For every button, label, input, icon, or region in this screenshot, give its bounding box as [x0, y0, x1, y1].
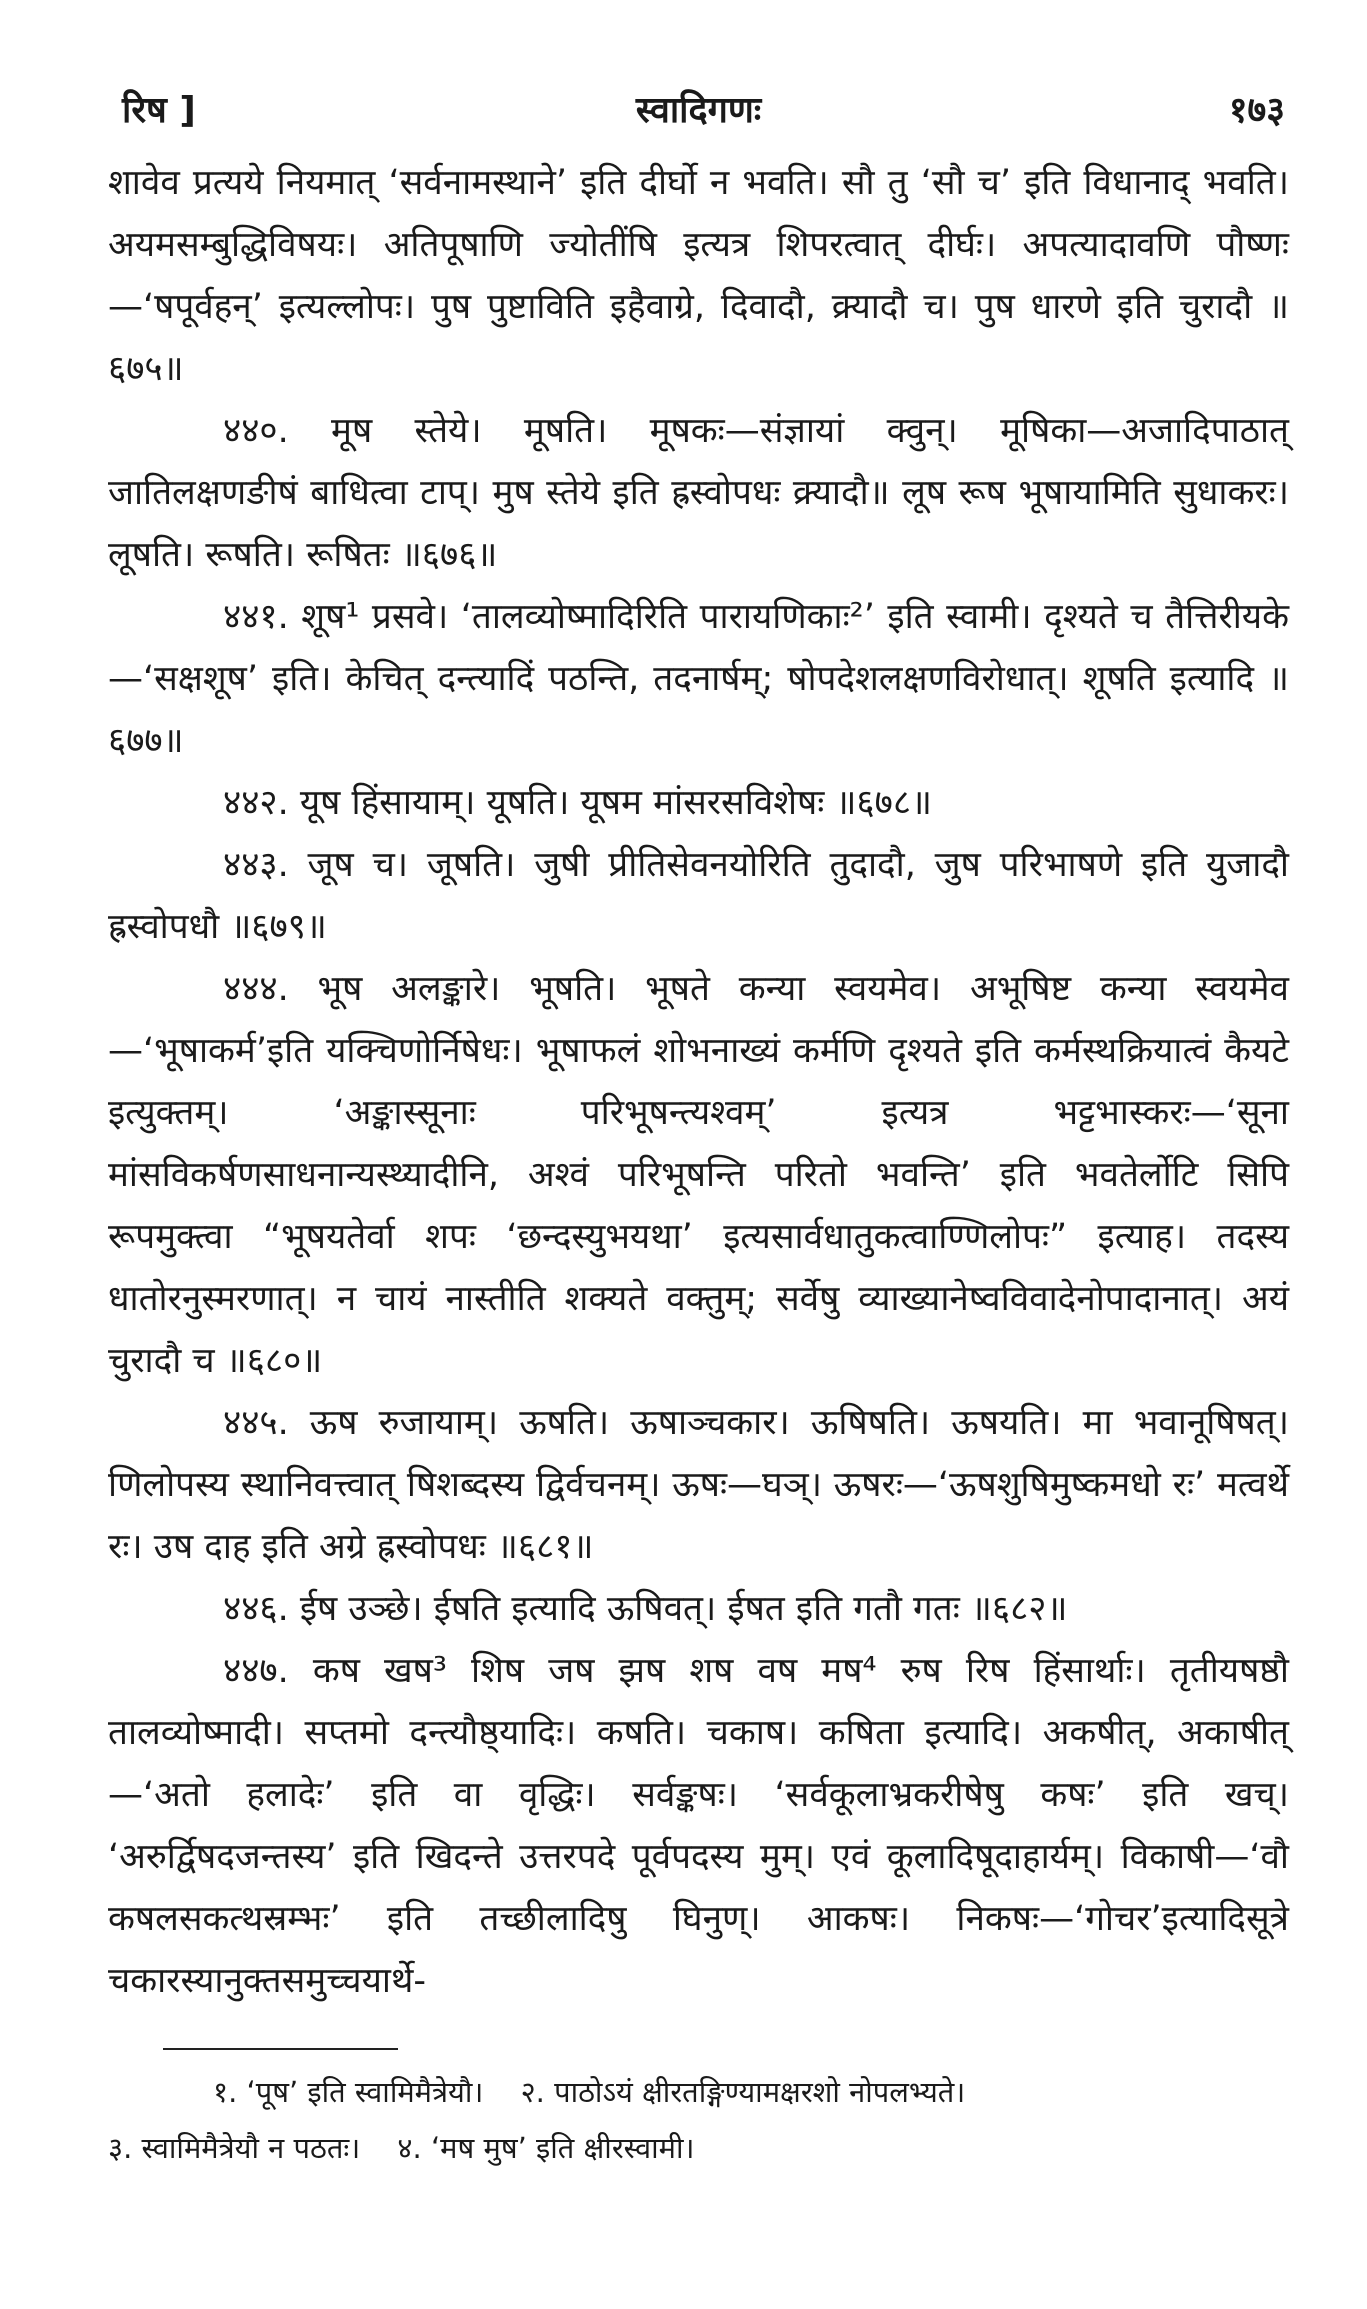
footnote-line	[108, 2064, 1289, 2120]
paragraph: ४४०. मूष स्तेये। मूषति। मूषकः—संज्ञायां क्वुन्। मूषिका—अजादिपाठात् जातिलक्षणङीषं बाधित्वा टाप्। मुष स्तेये इति ह्रस्वोपधः क्र्यादौ॥ लूष रूष भूषायामिति सुधाकरः। लूषति। रूषति। रूषितः ॥६७६॥	[108, 411, 1289, 575]
footnote-1: १. ‘पूष’ इति स्वामिमैत्रेयौ।	[213, 2075, 484, 2109]
paragraph: ४४५. ऊष रुजायाम्। ऊषति। ऊषाञ्चकार। ऊषिषति। ऊषयति। मा भवानूषिषत्। णिलोपस्य स्थानिवत्त्वात् षिशब्दस्य द्विर्वचनम्। ऊषः—घञ्। ऊषरः—‘ऊषशुषिमुष्कमधो रः’ मत्वर्थे रः। उष दाह इति अग्रे ह्रस्वोपधः ॥६८१॥	[108, 1403, 1289, 1567]
footnote-line	[108, 2120, 1289, 2176]
paragraph: ४४२. यूष हिंसायाम्। यूषति। यूषम मांसरसविशेषः ॥६७८॥	[223, 783, 932, 823]
paragraph: ४४६. ईष उञ्छे। ईषति इत्यादि ऊषिवत्। ईषत इति गतौ गतः ॥६८२॥	[223, 1589, 1068, 1629]
paragraph: ४४३. जूष च। जूषति। जुषी प्रीतिसेवनयोरिति तुदादौ, जुष परिभाषणे इति युजादौ ह्रस्वोपधौ ॥६७९॥	[108, 845, 1289, 947]
paragraph: शावेव प्रत्यये नियमात् ‘सर्वनामस्थाने’ इति दीर्घो न भवति। सौ तु ‘सौ च’ इति विधानाद् भवति। अयमसम्बुद्धिविषयः। अतिपूषाणि ज्योतींषि इत्यत्र शिपरत्वात् दीर्घः। अपत्यादावणि पौष्णः—‘षपूर्वहन्’ इत्यल्लोपः। पुष पुष्टाविति इहैवाग्रे, दिवादौ, क्र्यादौ च। पुष धारणे इति चुरादौ ॥६७५॥	[108, 163, 1289, 389]
paragraph: ४४७. कष खष³ शिष जष झष शष वष मष⁴ रुष रिष हिंसार्थाः। तृतीयषष्ठौ तालव्योष्मादी। सप्तमो दन्त्यौष्ठ्यादिः। कषति। चकाष। कषिता इत्यादि। अकषीत्, अकाषीत्—‘अतो हलादेः’ इति वा वृद्धिः। सर्वङ्कषः। ‘सर्वकूलाभ्रकरीषेषु कषः’ इति खच्। ‘अरुर्द्विषदजन्तस्य’ इति खिदन्ते उत्तरपदे पूर्वपदस्य मुम्। एवं कूलादिषूदाहार्यम्। विकाषी—‘वौ कषलसकत्थस्रम्भः’ इति तच्छीलादिषु घिनुण्। आकषः। निकषः—‘गोचर’इत्यादिसूत्रे चकारस्यानुक्तसमुच्चयार्थे-	[108, 1651, 1289, 2001]
footnote-4: ४. ‘मष मुष’ इति क्षीरस्वामी।	[397, 2131, 695, 2165]
footnote-2: २. पाठोऽयं क्षीरतङ्गिण्यामक्षरशो नोपलभ्यते।	[520, 2075, 966, 2109]
paragraph: ४४४. भूष अलङ्कारे। भूषति। भूषते कन्या स्वयमेव। अभूषिष्ट कन्या स्वयमेव—‘भूषाकर्म’इति यक्चिणोर्निषेधः। भूषाफलं शोभनाख्यं कर्मणि दृश्यते इति कर्मस्थक्रियात्वं कैयटे इत्युक्तम्। ‘अङ्कास्सूनाः परिभूषन्त्यश्वम्’ इत्यत्र भट्टभास्करः—‘सूना मांसविकर्षणसाधनान्यस्थ्यादीनि, अश्वं परिभूषन्ति परितो भवन्ति’ इति भवतेर्लोटि सिपि रूपमुक्त्वा “भूषयतेर्वा शपः ‘छन्दस्युभयथा’ इत्यसार्वधातुकत्वाण्णिलोपः” इत्याह। तदस्य धातोरनुस्मरणात्। न चायं नास्तीति शक्यते वक्तुम्; सर्वेषु व्याख्यानेष्वविवादेनोपादानात्। अयं चुरादौ च ॥६८०॥	[108, 969, 1289, 1381]
paragraph: ४४१. शूष¹ प्रसवे। ‘तालव्योष्मादिरिति पारायणिकाः²’ इति स्वामी। दृश्यते च तैत्तिरीयके—‘सक्षशूष’ इति। केचित् दन्त्यादिं पठन्ति, तदनार्षम्; षोपदेशलक्षणविरोधात्। शूषति इत्यादि ॥६७७॥	[108, 597, 1289, 761]
footnotes	[108, 2064, 1289, 2176]
running-header	[108, 80, 1289, 152]
footnote-3: ३. स्वामिमैत्रेयौ न पठतः।	[108, 2131, 361, 2165]
main-text	[108, 152, 1289, 2012]
page-number: १७३	[1228, 90, 1285, 131]
header-title: स्वादिगणः	[635, 90, 762, 131]
header-left: रिष ]	[122, 90, 196, 131]
footnote-divider	[163, 2048, 398, 2050]
